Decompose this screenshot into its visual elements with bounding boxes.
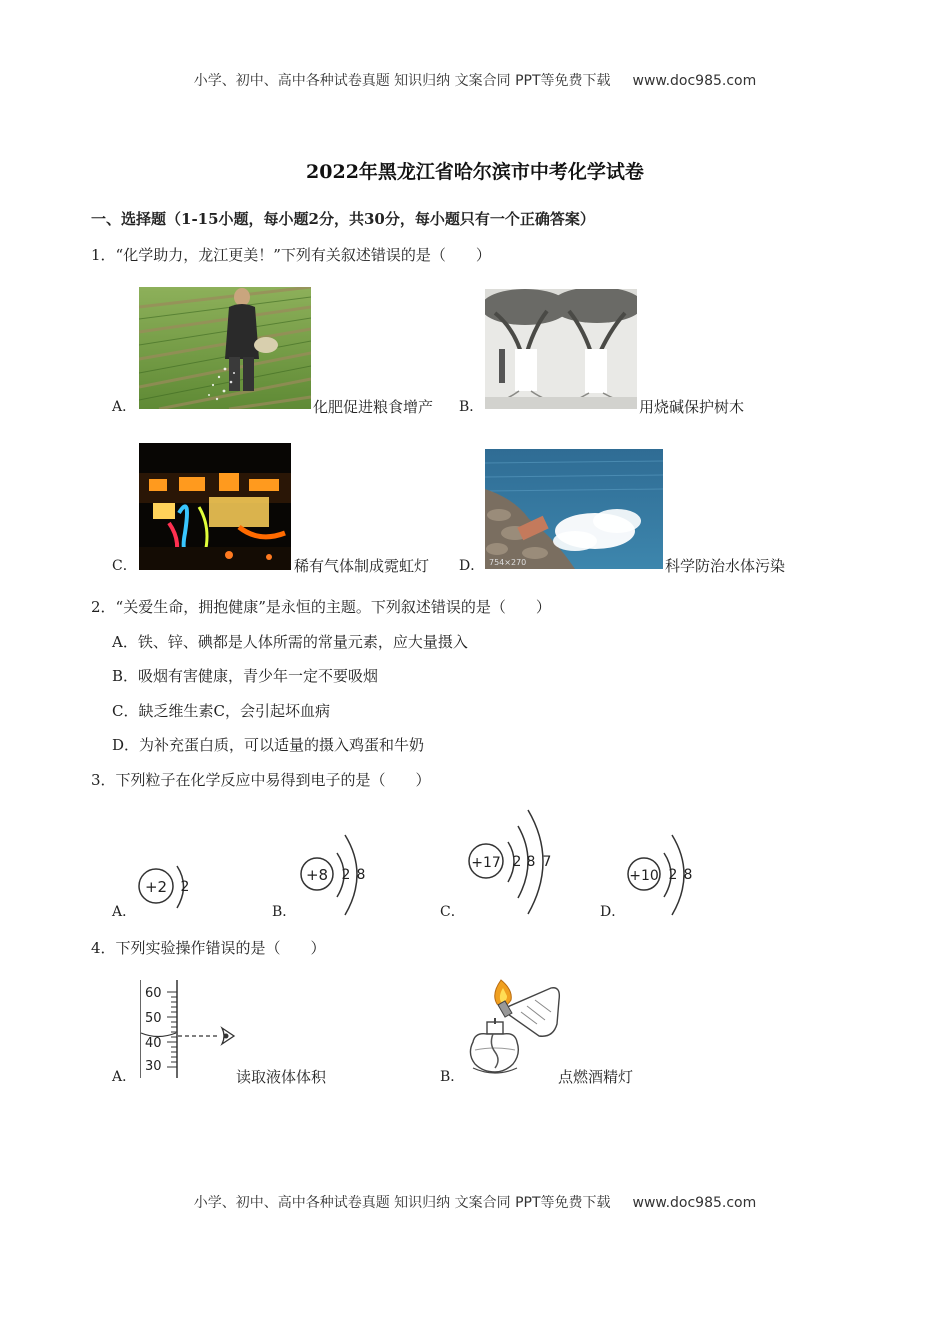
- cylinder-mark-60: 60: [145, 986, 162, 1001]
- question-1-stem: 1．“化学助力，龙江更美！”下列有关叙述错误的是（ ）: [91, 246, 491, 264]
- q4-option-b-text: 点燃酒精灯: [558, 1068, 634, 1086]
- q4-option-a-label: A．: [112, 1069, 137, 1085]
- atom-c-shell-3: 7: [542, 854, 552, 870]
- atom-b-shell-1: 2: [341, 867, 351, 883]
- atom-a-shell-1: 2: [180, 879, 190, 895]
- section-heading: 一、选择题（1-15小题，每小题2分，共30分，每小题只有一个正确答案）: [91, 210, 595, 228]
- header-text: 小学、初中、高中各种试卷真题 知识归纳 文案合同 PPT等免费下载: [193, 73, 611, 89]
- page-header: [0, 70, 950, 90]
- q1-option-b-label: B．: [459, 399, 484, 415]
- cylinder-mark-30: 30: [145, 1059, 162, 1074]
- q1-option-c-label: C．: [112, 558, 137, 574]
- q2-option-d: D．为补充蛋白质，可以适量的摄入鸡蛋和牛奶: [112, 736, 425, 754]
- photo-size-overlay: 754×270: [489, 558, 527, 567]
- cylinder-mark-40: 40: [145, 1036, 162, 1051]
- q1-option-c-text: 稀有气体制成霓虹灯: [294, 557, 430, 575]
- q3-option-d-label: D．: [600, 904, 626, 920]
- question-3-stem: 3．下列粒子在化学反应中易得到电子的是（ ）: [91, 771, 431, 789]
- page-footer: [0, 1192, 950, 1212]
- neon-lights-photo: [139, 443, 291, 570]
- graduated-cylinder-diagram: [140, 978, 240, 1082]
- q2-option-a: A．铁、锌、碘都是人体所需的常量元素，应大量摄入: [112, 633, 468, 651]
- q1-option-d-text: 科学防治水体污染: [665, 557, 786, 575]
- atom-d-nucleus: +10: [629, 868, 659, 884]
- atom-c-shell-2: 8: [526, 854, 536, 870]
- q2-option-c: C．缺乏维生素C，会引起坏血病: [112, 702, 330, 720]
- atom-d-shell-2: 8: [683, 867, 693, 883]
- question-4-stem: 4．下列实验操作错误的是（ ）: [91, 939, 326, 957]
- cylinder-mark-50: 50: [145, 1011, 162, 1026]
- q1-option-d-label: D．: [459, 558, 485, 574]
- atom-b-shell-2: 8: [356, 867, 366, 883]
- q2-option-b: B．吸烟有害健康，青少年一定不要吸烟: [112, 667, 379, 685]
- q1-option-b-text: 用烧碱保护树木: [639, 398, 745, 416]
- footer-text: 小学、初中、高中各种试卷真题 知识归纳 文案合同 PPT等免费下载: [193, 1195, 611, 1211]
- q1-option-a-text: 化肥促进粮食增产: [313, 398, 434, 416]
- water-pollution-photo: [485, 449, 663, 569]
- q4-option-a-text: 读取液体体积: [236, 1068, 327, 1086]
- atom-b-nucleus: +8: [305, 866, 329, 884]
- atom-diagram-a: [136, 860, 206, 916]
- atom-c-nucleus: +17: [471, 855, 501, 871]
- q3-option-b-label: B．: [272, 904, 297, 920]
- header-site: www.doc985.com: [632, 73, 757, 89]
- farmer-fertilizer-photo: [139, 287, 311, 409]
- atom-diagram-b: [299, 829, 379, 919]
- footer-site: www.doc985.com: [632, 1195, 757, 1211]
- atom-c-shell-1: 2: [512, 854, 522, 870]
- atom-diagram-c: [466, 806, 558, 918]
- q3-option-a-label: A．: [112, 904, 137, 920]
- q1-option-a-label: A．: [112, 399, 137, 415]
- q3-option-c-label: C．: [440, 904, 465, 920]
- alcohol-lamp-diagram: [465, 978, 565, 1082]
- atom-d-shell-1: 2: [668, 867, 678, 883]
- page-title: 2022年黑龙江省哈尔滨市中考化学试卷: [306, 161, 644, 183]
- whitewashed-trees-photo: [485, 289, 637, 409]
- atom-diagram-d: [626, 829, 706, 919]
- atom-a-nucleus: +2: [144, 878, 168, 896]
- q4-option-b-label: B．: [440, 1069, 465, 1085]
- question-2-stem: 2．“关爱生命，拥抱健康”是永恒的主题。下列叙述错误的是（ ）: [91, 598, 551, 616]
